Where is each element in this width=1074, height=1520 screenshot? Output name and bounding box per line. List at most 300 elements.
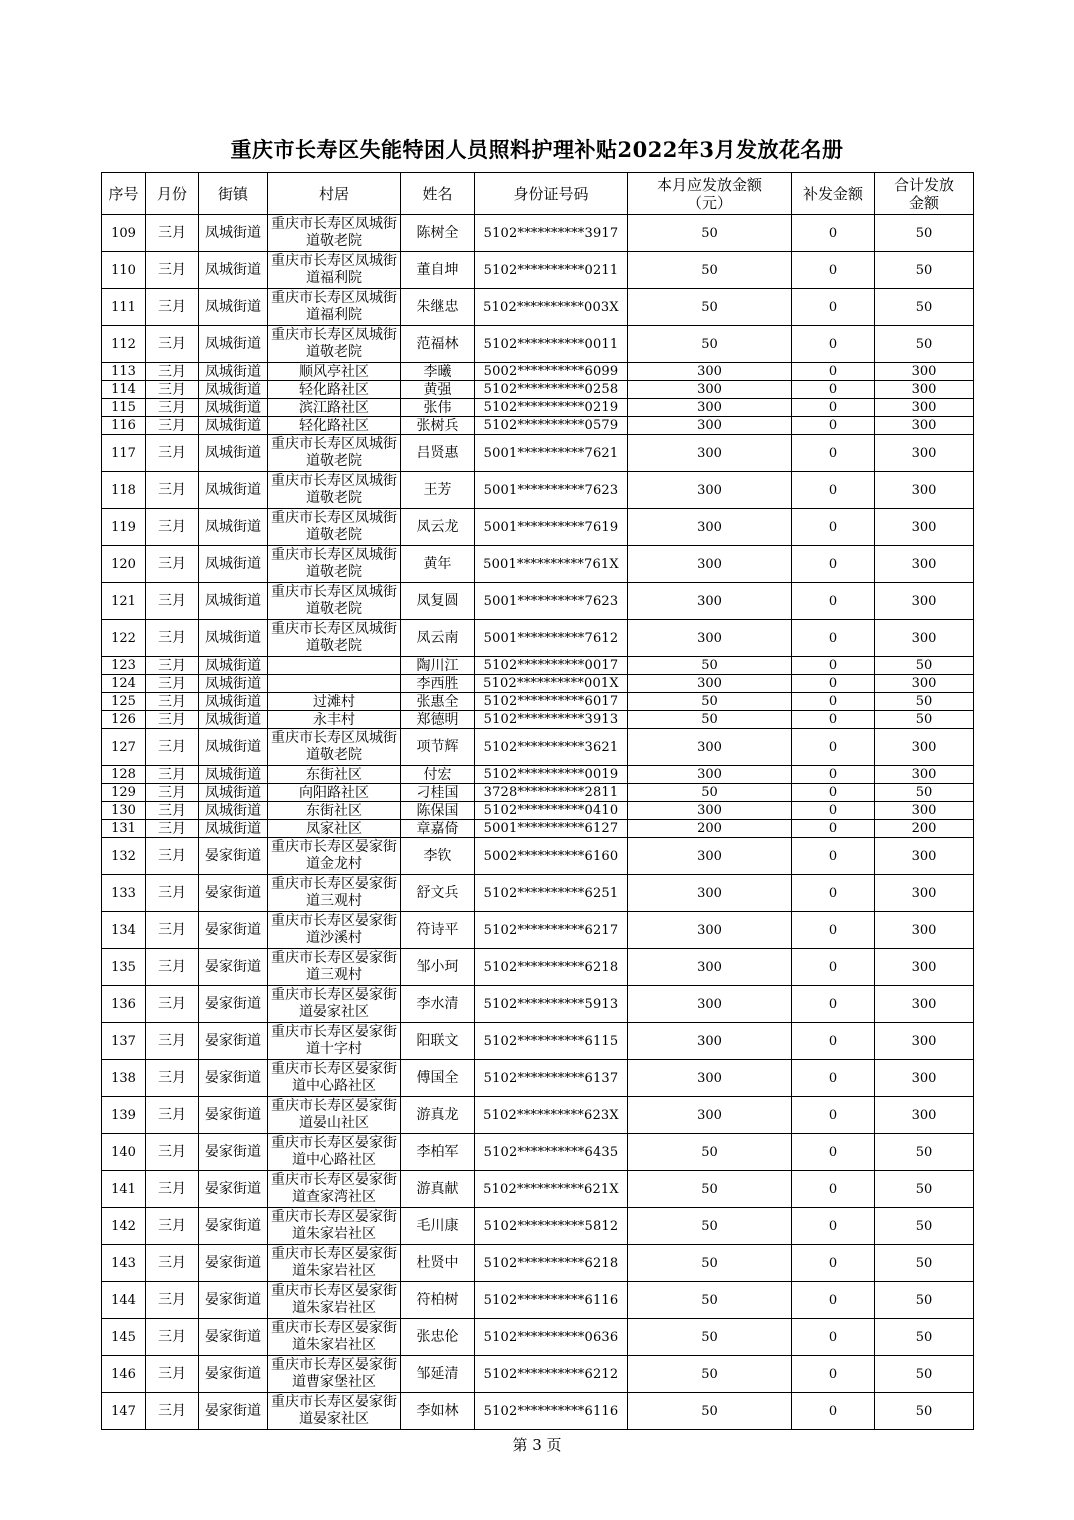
total-cell: 50 <box>875 1208 974 1245</box>
table-row <box>102 949 974 986</box>
serial-cell: 128 <box>102 766 146 784</box>
village-cell: 凤家社区 <box>268 820 401 838</box>
serial-cell: 129 <box>102 784 146 802</box>
serial-cell: 127 <box>102 729 146 766</box>
id-number-cell: 5102**********6218 <box>475 949 628 986</box>
amount-cell: 50 <box>628 1245 792 1282</box>
back-pay-cell: 0 <box>792 875 875 912</box>
month-cell: 三月 <box>146 399 199 417</box>
village-cell: 重庆市长寿区晏家街道晏家社区 <box>268 1393 401 1430</box>
name-cell: 凤云龙 <box>401 509 475 546</box>
village-cell: 重庆市长寿区凤城街道敬老院 <box>268 326 401 363</box>
serial-cell: 114 <box>102 381 146 399</box>
back-pay-cell: 0 <box>792 1023 875 1060</box>
town-cell: 凤城街道 <box>199 363 268 381</box>
total-cell: 300 <box>875 729 974 766</box>
back-pay-cell: 0 <box>792 620 875 657</box>
amount-cell: 300 <box>628 435 792 472</box>
total-cell: 300 <box>875 417 974 435</box>
serial-cell: 131 <box>102 820 146 838</box>
table-row <box>102 986 974 1023</box>
table-row <box>102 1208 974 1245</box>
amount-cell: 50 <box>628 784 792 802</box>
town-cell: 晏家街道 <box>199 1245 268 1282</box>
id-number-cell: 5102**********0211 <box>475 252 628 289</box>
page-number: 第 3 页 <box>512 1436 562 1454</box>
header-cell: 本月应发放金额（元） <box>628 173 792 215</box>
id-number-cell: 5102**********0019 <box>475 766 628 784</box>
name-cell: 张树兵 <box>401 417 475 435</box>
village-cell: 重庆市长寿区凤城街道敬老院 <box>268 546 401 583</box>
village-cell: 重庆市长寿区凤城街道敬老院 <box>268 509 401 546</box>
back-pay-cell: 0 <box>792 693 875 711</box>
total-cell: 300 <box>875 766 974 784</box>
table-row <box>102 693 974 711</box>
back-pay-cell: 0 <box>792 912 875 949</box>
table-row <box>102 363 974 381</box>
total-cell: 300 <box>875 986 974 1023</box>
total-cell: 50 <box>875 1171 974 1208</box>
total-cell: 300 <box>875 802 974 820</box>
name-cell: 陈树全 <box>401 215 475 252</box>
name-cell: 邹小珂 <box>401 949 475 986</box>
village-cell: 重庆市长寿区晏家街道中心路社区 <box>268 1134 401 1171</box>
table-row <box>102 546 974 583</box>
name-cell: 张伟 <box>401 399 475 417</box>
back-pay-cell: 0 <box>792 1171 875 1208</box>
table-row <box>102 1393 974 1430</box>
back-pay-cell: 0 <box>792 399 875 417</box>
header-row <box>102 173 974 215</box>
village-cell: 重庆市长寿区晏家街道曹家堡社区 <box>268 1356 401 1393</box>
month-cell: 三月 <box>146 417 199 435</box>
total-cell: 50 <box>875 1319 974 1356</box>
village-cell: 重庆市长寿区凤城街道敬老院 <box>268 472 401 509</box>
month-cell: 三月 <box>146 1023 199 1060</box>
serial-cell: 122 <box>102 620 146 657</box>
amount-cell: 50 <box>628 326 792 363</box>
month-cell: 三月 <box>146 1245 199 1282</box>
serial-cell: 142 <box>102 1208 146 1245</box>
amount-cell: 300 <box>628 509 792 546</box>
total-cell: 50 <box>875 711 974 729</box>
id-number-cell: 5102**********3913 <box>475 711 628 729</box>
table-row <box>102 1134 974 1171</box>
back-pay-cell: 0 <box>792 949 875 986</box>
month-cell: 三月 <box>146 1208 199 1245</box>
town-cell: 凤城街道 <box>199 289 268 326</box>
back-pay-cell: 0 <box>792 1356 875 1393</box>
back-pay-cell: 0 <box>792 1060 875 1097</box>
total-cell: 300 <box>875 509 974 546</box>
header-cell: 序号 <box>102 173 146 215</box>
total-cell: 300 <box>875 1060 974 1097</box>
id-number-cell: 5001**********7612 <box>475 620 628 657</box>
town-cell: 凤城街道 <box>199 417 268 435</box>
name-cell: 郑德明 <box>401 711 475 729</box>
serial-cell: 112 <box>102 326 146 363</box>
amount-cell: 300 <box>628 1097 792 1134</box>
village-cell: 重庆市长寿区凤城街道敬老院 <box>268 620 401 657</box>
id-number-cell: 3728**********2811 <box>475 784 628 802</box>
back-pay-cell: 0 <box>792 509 875 546</box>
town-cell: 凤城街道 <box>199 381 268 399</box>
id-number-cell: 5001**********7623 <box>475 472 628 509</box>
name-cell: 邹延清 <box>401 1356 475 1393</box>
month-cell: 三月 <box>146 802 199 820</box>
amount-cell: 300 <box>628 912 792 949</box>
serial-cell: 130 <box>102 802 146 820</box>
serial-cell: 119 <box>102 509 146 546</box>
village-cell: 东街社区 <box>268 802 401 820</box>
town-cell: 凤城街道 <box>199 546 268 583</box>
table-row <box>102 784 974 802</box>
serial-cell: 113 <box>102 363 146 381</box>
table-row <box>102 657 974 675</box>
month-cell: 三月 <box>146 784 199 802</box>
table-row <box>102 802 974 820</box>
amount-cell: 300 <box>628 399 792 417</box>
name-cell: 凤复圆 <box>401 583 475 620</box>
table-row <box>102 1023 974 1060</box>
amount-cell: 300 <box>628 838 792 875</box>
village-cell: 过滩村 <box>268 693 401 711</box>
id-number-cell: 5102**********0011 <box>475 326 628 363</box>
id-number-cell: 5102**********6218 <box>475 1245 628 1282</box>
name-cell: 章嘉倚 <box>401 820 475 838</box>
name-cell: 陈保国 <box>401 802 475 820</box>
name-cell: 陶川江 <box>401 657 475 675</box>
amount-cell: 50 <box>628 1134 792 1171</box>
town-cell: 晏家街道 <box>199 1171 268 1208</box>
header-cell: 村居 <box>268 173 401 215</box>
name-cell: 杜贤中 <box>401 1245 475 1282</box>
total-cell: 50 <box>875 1282 974 1319</box>
table-body <box>102 215 974 1430</box>
amount-cell: 300 <box>628 546 792 583</box>
id-number-cell: 5102**********0017 <box>475 657 628 675</box>
village-cell: 重庆市长寿区晏家街道十字村 <box>268 1023 401 1060</box>
month-cell: 三月 <box>146 949 199 986</box>
village-cell: 重庆市长寿区凤城街道敬老院 <box>268 215 401 252</box>
total-cell: 300 <box>875 1097 974 1134</box>
table-row <box>102 729 974 766</box>
amount-cell: 50 <box>628 711 792 729</box>
month-cell: 三月 <box>146 583 199 620</box>
town-cell: 凤城街道 <box>199 620 268 657</box>
amount-cell: 50 <box>628 693 792 711</box>
table-row <box>102 417 974 435</box>
total-cell: 300 <box>875 381 974 399</box>
back-pay-cell: 0 <box>792 729 875 766</box>
name-cell: 阳联文 <box>401 1023 475 1060</box>
town-cell: 凤城街道 <box>199 784 268 802</box>
village-cell: 重庆市长寿区晏家街道朱家岩社区 <box>268 1282 401 1319</box>
back-pay-cell: 0 <box>792 546 875 583</box>
serial-cell: 125 <box>102 693 146 711</box>
month-cell: 三月 <box>146 657 199 675</box>
table-row <box>102 1060 974 1097</box>
name-cell: 符柏树 <box>401 1282 475 1319</box>
village-cell: 重庆市长寿区晏家街道晏山社区 <box>268 1097 401 1134</box>
amount-cell: 50 <box>628 289 792 326</box>
table-row <box>102 675 974 693</box>
id-number-cell: 5102**********5913 <box>475 986 628 1023</box>
town-cell: 晏家街道 <box>199 1319 268 1356</box>
table-row <box>102 620 974 657</box>
name-cell: 吕贤惠 <box>401 435 475 472</box>
id-number-cell: 5002**********6099 <box>475 363 628 381</box>
back-pay-cell: 0 <box>792 1097 875 1134</box>
serial-cell: 120 <box>102 546 146 583</box>
serial-cell: 135 <box>102 949 146 986</box>
id-number-cell: 5102**********0219 <box>475 399 628 417</box>
back-pay-cell: 0 <box>792 1208 875 1245</box>
town-cell: 凤城街道 <box>199 326 268 363</box>
amount-cell: 300 <box>628 986 792 1023</box>
total-cell: 300 <box>875 875 974 912</box>
amount-cell: 50 <box>628 215 792 252</box>
village-cell: 重庆市长寿区凤城街道福利院 <box>268 252 401 289</box>
back-pay-cell: 0 <box>792 986 875 1023</box>
village-cell: 东街社区 <box>268 766 401 784</box>
town-cell: 晏家街道 <box>199 1393 268 1430</box>
id-number-cell: 5102**********6217 <box>475 912 628 949</box>
town-cell: 凤城街道 <box>199 472 268 509</box>
serial-cell: 140 <box>102 1134 146 1171</box>
back-pay-cell: 0 <box>792 1245 875 1282</box>
id-number-cell: 5102**********6435 <box>475 1134 628 1171</box>
amount-cell: 300 <box>628 1060 792 1097</box>
town-cell: 晏家街道 <box>199 1134 268 1171</box>
table-row <box>102 1097 974 1134</box>
month-cell: 三月 <box>146 252 199 289</box>
back-pay-cell: 0 <box>792 252 875 289</box>
month-cell: 三月 <box>146 363 199 381</box>
month-cell: 三月 <box>146 1097 199 1134</box>
id-number-cell: 5001**********6127 <box>475 820 628 838</box>
serial-cell: 132 <box>102 838 146 875</box>
month-cell: 三月 <box>146 215 199 252</box>
id-number-cell: 5102**********6212 <box>475 1356 628 1393</box>
id-number-cell: 5102**********6017 <box>475 693 628 711</box>
header-cell: 补发金额 <box>792 173 875 215</box>
name-cell: 凤云南 <box>401 620 475 657</box>
month-cell: 三月 <box>146 435 199 472</box>
village-cell: 重庆市长寿区凤城街道福利院 <box>268 289 401 326</box>
village-cell <box>268 657 401 675</box>
name-cell: 李西胜 <box>401 675 475 693</box>
town-cell: 凤城街道 <box>199 657 268 675</box>
name-cell: 舒文兵 <box>401 875 475 912</box>
table-row <box>102 1245 974 1282</box>
total-cell: 50 <box>875 215 974 252</box>
town-cell: 凤城街道 <box>199 729 268 766</box>
serial-cell: 121 <box>102 583 146 620</box>
back-pay-cell: 0 <box>792 820 875 838</box>
town-cell: 晏家街道 <box>199 1097 268 1134</box>
name-cell: 王芳 <box>401 472 475 509</box>
town-cell: 凤城街道 <box>199 766 268 784</box>
id-number-cell: 5102**********003X <box>475 289 628 326</box>
id-number-cell: 5102**********0636 <box>475 1319 628 1356</box>
village-cell: 轻化路社区 <box>268 381 401 399</box>
village-cell <box>268 675 401 693</box>
amount-cell: 50 <box>628 657 792 675</box>
town-cell: 凤城街道 <box>199 435 268 472</box>
table-row <box>102 472 974 509</box>
name-cell: 范福林 <box>401 326 475 363</box>
back-pay-cell: 0 <box>792 802 875 820</box>
amount-cell: 50 <box>628 252 792 289</box>
total-cell: 300 <box>875 363 974 381</box>
table-row <box>102 1282 974 1319</box>
header-cell: 合计发放金额 <box>875 173 974 215</box>
month-cell: 三月 <box>146 1134 199 1171</box>
amount-cell: 300 <box>628 583 792 620</box>
table-row <box>102 875 974 912</box>
serial-cell: 117 <box>102 435 146 472</box>
serial-cell: 144 <box>102 1282 146 1319</box>
serial-cell: 141 <box>102 1171 146 1208</box>
name-cell: 黄年 <box>401 546 475 583</box>
village-cell: 重庆市长寿区晏家街道晏家社区 <box>268 986 401 1023</box>
total-cell: 50 <box>875 252 974 289</box>
amount-cell: 300 <box>628 875 792 912</box>
serial-cell: 126 <box>102 711 146 729</box>
table-row <box>102 509 974 546</box>
amount-cell: 50 <box>628 1356 792 1393</box>
document-title: 重庆市长寿区失能特困人员照料护理补贴2022年3月发放花名册 <box>230 137 844 162</box>
month-cell: 三月 <box>146 289 199 326</box>
id-number-cell: 5102**********3917 <box>475 215 628 252</box>
name-cell: 董自坤 <box>401 252 475 289</box>
serial-cell: 111 <box>102 289 146 326</box>
back-pay-cell: 0 <box>792 435 875 472</box>
village-cell: 重庆市长寿区晏家街道三观村 <box>268 875 401 912</box>
month-cell: 三月 <box>146 1282 199 1319</box>
total-cell: 200 <box>875 820 974 838</box>
town-cell: 晏家街道 <box>199 912 268 949</box>
name-cell: 张惠全 <box>401 693 475 711</box>
town-cell: 凤城街道 <box>199 215 268 252</box>
town-cell: 晏家街道 <box>199 838 268 875</box>
name-cell: 李水清 <box>401 986 475 1023</box>
serial-cell: 138 <box>102 1060 146 1097</box>
id-number-cell: 5102**********001X <box>475 675 628 693</box>
name-cell: 傅国全 <box>401 1060 475 1097</box>
name-cell: 李曦 <box>401 363 475 381</box>
total-cell: 300 <box>875 1023 974 1060</box>
month-cell: 三月 <box>146 1393 199 1430</box>
town-cell: 凤城街道 <box>199 252 268 289</box>
month-cell: 三月 <box>146 1356 199 1393</box>
month-cell: 三月 <box>146 1319 199 1356</box>
amount-cell: 300 <box>628 1023 792 1060</box>
village-cell: 重庆市长寿区晏家街道沙溪村 <box>268 912 401 949</box>
id-number-cell: 5102**********621X <box>475 1171 628 1208</box>
id-number-cell: 5102**********6116 <box>475 1393 628 1430</box>
amount-cell: 50 <box>628 1393 792 1430</box>
serial-cell: 143 <box>102 1245 146 1282</box>
serial-cell: 137 <box>102 1023 146 1060</box>
name-cell: 李钦 <box>401 838 475 875</box>
town-cell: 晏家街道 <box>199 875 268 912</box>
roster-table <box>101 172 974 1430</box>
id-number-cell: 5102**********6251 <box>475 875 628 912</box>
town-cell: 晏家街道 <box>199 1282 268 1319</box>
back-pay-cell: 0 <box>792 675 875 693</box>
back-pay-cell: 0 <box>792 289 875 326</box>
table-row <box>102 252 974 289</box>
village-cell: 向阳路社区 <box>268 784 401 802</box>
id-number-cell: 5001**********761X <box>475 546 628 583</box>
month-cell: 三月 <box>146 986 199 1023</box>
amount-cell: 200 <box>628 820 792 838</box>
table-row <box>102 912 974 949</box>
total-cell: 50 <box>875 784 974 802</box>
month-cell: 三月 <box>146 381 199 399</box>
town-cell: 晏家街道 <box>199 986 268 1023</box>
table-row <box>102 838 974 875</box>
month-cell: 三月 <box>146 620 199 657</box>
name-cell: 付宏 <box>401 766 475 784</box>
table-row <box>102 1171 974 1208</box>
serial-cell: 134 <box>102 912 146 949</box>
village-cell: 重庆市长寿区晏家街道朱家岩社区 <box>268 1245 401 1282</box>
id-number-cell: 5001**********7619 <box>475 509 628 546</box>
total-cell: 50 <box>875 693 974 711</box>
table-row <box>102 381 974 399</box>
name-cell: 游真献 <box>401 1171 475 1208</box>
serial-cell: 146 <box>102 1356 146 1393</box>
id-number-cell: 5102**********5812 <box>475 1208 628 1245</box>
village-cell: 重庆市长寿区晏家街道中心路社区 <box>268 1060 401 1097</box>
back-pay-cell: 0 <box>792 583 875 620</box>
back-pay-cell: 0 <box>792 363 875 381</box>
village-cell: 滨江路社区 <box>268 399 401 417</box>
amount-cell: 300 <box>628 949 792 986</box>
amount-cell: 300 <box>628 729 792 766</box>
name-cell: 项节辉 <box>401 729 475 766</box>
village-cell: 重庆市长寿区凤城街道敬老院 <box>268 583 401 620</box>
header-cell: 街镇 <box>199 173 268 215</box>
amount-cell: 50 <box>628 1319 792 1356</box>
amount-cell: 300 <box>628 802 792 820</box>
total-cell: 300 <box>875 399 974 417</box>
month-cell: 三月 <box>146 693 199 711</box>
table-row <box>102 583 974 620</box>
total-cell: 300 <box>875 546 974 583</box>
town-cell: 凤城街道 <box>199 399 268 417</box>
serial-cell: 110 <box>102 252 146 289</box>
amount-cell: 50 <box>628 1282 792 1319</box>
town-cell: 晏家街道 <box>199 1208 268 1245</box>
village-cell: 重庆市长寿区凤城街道敬老院 <box>268 435 401 472</box>
amount-cell: 300 <box>628 620 792 657</box>
id-number-cell: 5102**********0410 <box>475 802 628 820</box>
name-cell: 符诗平 <box>401 912 475 949</box>
month-cell: 三月 <box>146 838 199 875</box>
village-cell: 重庆市长寿区晏家街道朱家岩社区 <box>268 1208 401 1245</box>
id-number-cell: 5102**********3621 <box>475 729 628 766</box>
town-cell: 凤城街道 <box>199 693 268 711</box>
town-cell: 凤城街道 <box>199 820 268 838</box>
town-cell: 凤城街道 <box>199 675 268 693</box>
total-cell: 50 <box>875 326 974 363</box>
table-row <box>102 711 974 729</box>
back-pay-cell: 0 <box>792 711 875 729</box>
